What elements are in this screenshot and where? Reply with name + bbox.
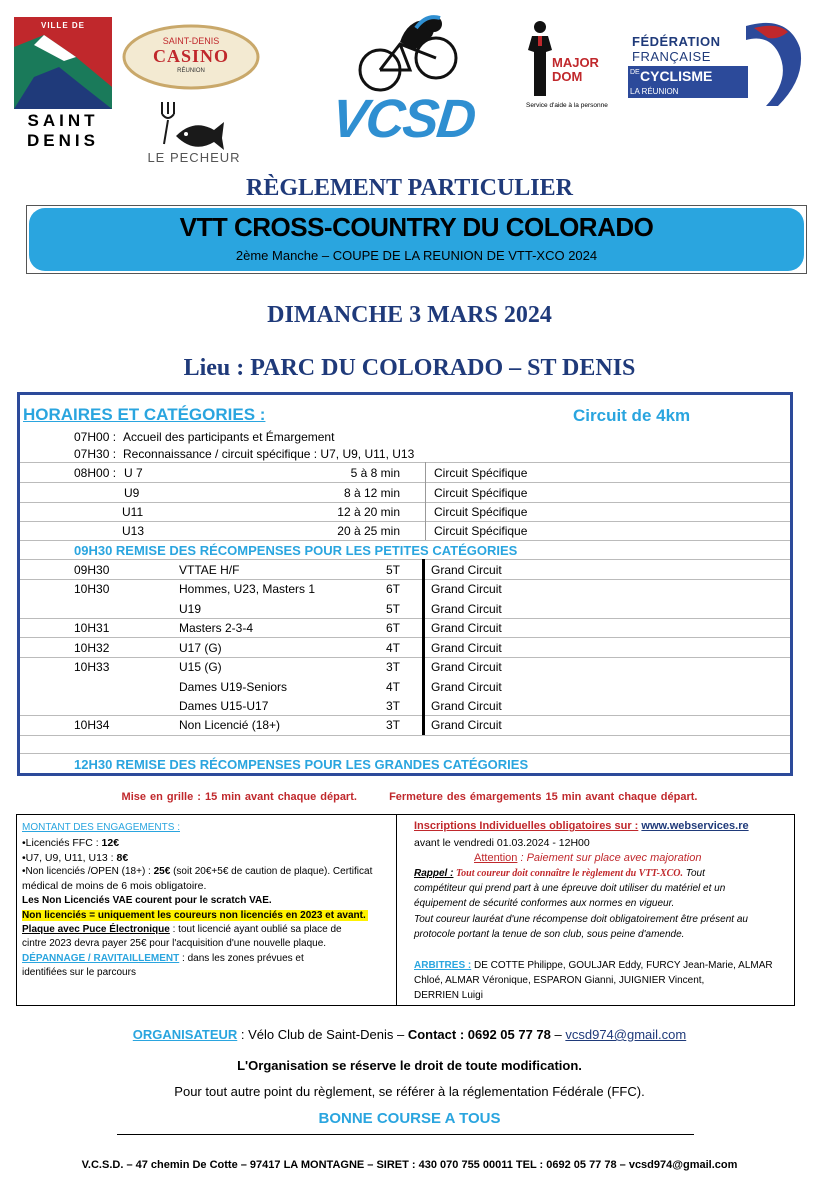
youth-category: U11 bbox=[122, 505, 144, 519]
organizer-email-link[interactable]: vcsd974@gmail.com bbox=[565, 1027, 687, 1042]
info-divider bbox=[396, 815, 397, 1005]
fees-heading: MONTANT DES ENGAGEMENTS : bbox=[22, 822, 180, 833]
race-time: 10H30 bbox=[74, 582, 110, 596]
rappel-para-1: compétiteur qui prend part à une épreuve doit utiliser du matériel et un bbox=[414, 883, 726, 894]
vcsd-logo bbox=[328, 10, 478, 160]
pecheur-text: LE PECHEUR bbox=[147, 150, 241, 165]
info-box bbox=[16, 814, 795, 1006]
ffc-band bbox=[628, 66, 748, 98]
chip-plate-note: Plaque avec Puce Électronique : tout licencié ayant oublié sa place de bbox=[22, 924, 342, 935]
race-circuit: Grand Circuit bbox=[431, 563, 502, 577]
race-laps: 3T bbox=[385, 699, 400, 713]
rappel-para-4: protocole portant la tenue de son club, sous peine d'amende. bbox=[414, 929, 685, 940]
event-name: VTT CROSS-COUNTRY DU COLORADO bbox=[179, 212, 654, 242]
youth-circuit: Circuit Spécifique bbox=[434, 466, 528, 480]
ffc-text-federation: FÉDÉRATION bbox=[632, 34, 721, 49]
intro-time: 07H30 : bbox=[74, 447, 117, 461]
race-laps: 3T bbox=[385, 660, 400, 674]
federal-rules-note: Pour tout autre point du règlement, se référer à la réglementation Fédérale (FFC). bbox=[174, 1084, 645, 1099]
race-category: Dames U19-Seniors bbox=[179, 680, 288, 694]
good-race-wish: BONNE COURSE A TOUS bbox=[318, 1110, 501, 1127]
reserve-rights: L'Organisation se réserve le droit de toute modification. bbox=[237, 1058, 582, 1073]
intro-time: 07H00 : bbox=[74, 430, 117, 444]
referees-line-3: DERRIEN Luigi bbox=[414, 990, 483, 1001]
major-text-1: MAJOR bbox=[552, 55, 599, 70]
race-time: 10H33 bbox=[74, 660, 110, 674]
fee-licensed: •Licenciés FFC : 12€ bbox=[22, 837, 120, 849]
race-circuit: Grand Circuit bbox=[431, 699, 502, 713]
row-divider bbox=[20, 579, 790, 580]
referees-line-2: Chloé, ALMAR Véronique, ESPARON Gianni, JUIGNIER Vincent, bbox=[414, 975, 705, 986]
race-time: 09H30 bbox=[74, 563, 110, 577]
le-pecheur-logo bbox=[132, 100, 256, 168]
closing-note: Fermeture des émargements 15 min avant chaque départ. bbox=[389, 791, 698, 803]
repair-note-2: identifiées sur le parcours bbox=[22, 967, 136, 978]
rappel-line: Rappel : Tout coureur doit connaître le règlement du VTT-XCO. Tout bbox=[414, 868, 705, 879]
race-category: Dames U15-U17 bbox=[179, 699, 269, 713]
race-circuit: Grand Circuit bbox=[431, 602, 502, 616]
logo-text-denis: DENIS bbox=[27, 131, 99, 150]
major-dom-logo bbox=[526, 16, 620, 116]
vae-note: Les Non Licenciés VAE courent pour le scratch VAE. bbox=[22, 895, 272, 906]
saint-denis-logo bbox=[14, 17, 112, 151]
race-category: U19 bbox=[179, 602, 202, 616]
repair-note: DÉPANNAGE / RAVITAILLEMENT : dans les zones prévues et bbox=[22, 953, 304, 964]
youth-category: U9 bbox=[124, 486, 140, 500]
race-category: Non Licencié (18+) bbox=[179, 718, 281, 732]
race-time: 10H34 bbox=[74, 718, 110, 732]
race-category: U15 (G) bbox=[179, 660, 222, 674]
schedule-heading: HORAIRES ET CATÉGORIES : bbox=[23, 405, 266, 424]
intro-text: Accueil des participants et Émargement bbox=[123, 430, 335, 444]
grid-note: Mise en grille : 15 min avant chaque départ. bbox=[121, 791, 357, 803]
referees-line: ARBITRES : DE COTTE Philippe, GOULJAR Eddy, FURCY Jean-Marie, ALMAR bbox=[414, 960, 773, 971]
row-divider bbox=[20, 559, 790, 560]
footer-rule bbox=[117, 1134, 694, 1135]
race-category: Masters 2-3-4 bbox=[179, 621, 254, 635]
race-laps: 5T bbox=[385, 602, 400, 616]
major-text-2: DOM bbox=[552, 69, 583, 84]
club-address: V.C.S.D. – 47 chemin De Cotte – 97417 LA MONTAGNE – SIRET : 430 070 755 00011 TEL : 0692 05 77 78 – vcsd974@gmail.com bbox=[81, 1159, 738, 1171]
schedule-table bbox=[17, 392, 793, 776]
casino-text-region: RÉUNION bbox=[177, 68, 205, 74]
registration-line: Inscriptions Individuelles obligatoires sur : www.webservices.re bbox=[414, 820, 749, 832]
unlicensed-definition: Non licenciés = uniquement les coureurs non licenciés en 2023 et avant. bbox=[22, 910, 366, 921]
race-time: 10H32 bbox=[74, 641, 110, 655]
row-divider bbox=[20, 715, 790, 716]
race-laps: 4T bbox=[385, 680, 400, 694]
awards-big-categories: 12H30 REMISE DES RÉCOMPENSES POUR LES GRANDES CATÉGORIES bbox=[74, 757, 529, 772]
row-divider bbox=[20, 735, 790, 736]
ffc-text-region: LA RÉUNION bbox=[630, 87, 679, 96]
race-laps: 5T bbox=[385, 563, 400, 577]
event-location: Lieu : PARC DU COLORADO – ST DENIS bbox=[183, 355, 636, 381]
row-divider bbox=[20, 657, 790, 658]
race-laps: 6T bbox=[385, 582, 400, 596]
attention-note: Attention : Paiement sur place avec majoration bbox=[474, 852, 702, 864]
youth-circuit: Circuit Spécifique bbox=[434, 486, 528, 500]
youth-category: U 7 bbox=[124, 466, 143, 480]
logo-text-ville-de: VILLE DE bbox=[40, 21, 85, 30]
race-category: U17 (G) bbox=[179, 641, 222, 655]
fee-certificate: médical de moins de 6 mois obligatoire. bbox=[22, 880, 207, 892]
document-title: RÈGLEMENT PARTICULIER bbox=[246, 175, 573, 201]
registration-link[interactable]: www.webservices.re bbox=[641, 820, 749, 832]
youth-circuit: Circuit Spécifique bbox=[434, 524, 528, 538]
race-laps: 3T bbox=[385, 718, 400, 732]
youth-duration: 12 à 20 min bbox=[337, 505, 400, 519]
youth-duration: 20 à 25 min bbox=[337, 524, 400, 538]
chip-plate-note-2: cintre 2023 devra payer 25€ pour l'acquisition d'une nouvelle plaque. bbox=[22, 938, 327, 949]
organizer-line: ORGANISATEUR : Vélo Club de Saint-Denis – Contact : 0692 05 77 78 – vcsd974@gmail.com bbox=[132, 1027, 687, 1042]
youth-duration: 5 à 8 min bbox=[350, 466, 400, 480]
event-date: DIMANCHE 3 MARS 2024 bbox=[267, 302, 552, 328]
logo-text-saint: SAINT bbox=[27, 111, 99, 130]
race-category: Hommes, U23, Masters 1 bbox=[179, 582, 316, 596]
fee-youth: •U7, U9, U11, U13 : 8€ bbox=[22, 852, 129, 864]
casino-logo bbox=[122, 24, 260, 90]
race-circuit: Grand Circuit bbox=[431, 718, 502, 732]
row-divider bbox=[20, 502, 790, 503]
row-divider bbox=[20, 637, 790, 638]
ffc-logo bbox=[628, 18, 806, 108]
circuit-length: Circuit de 4km bbox=[573, 406, 691, 425]
sponsor-logos bbox=[0, 0, 819, 172]
race-circuit: Grand Circuit bbox=[431, 582, 502, 596]
awards-small-categories: 09H30 REMISE DES RÉCOMPENSES POUR LES PETITES CATÉGORIES bbox=[74, 543, 518, 558]
row-divider bbox=[20, 753, 790, 754]
row-divider bbox=[20, 482, 790, 483]
race-circuit: Grand Circuit bbox=[431, 641, 502, 655]
ffc-text-cyclisme: CYCLISME bbox=[640, 68, 713, 84]
column-divider-bold bbox=[422, 559, 425, 735]
major-tagline: Service d'aide à la personne bbox=[526, 102, 608, 109]
youth-category: U13 bbox=[122, 524, 145, 538]
event-subtitle: 2ème Manche – COUPE DE LA REUNION DE VTT-XCO 2024 bbox=[235, 248, 598, 263]
registration-deadline: avant le vendredi 01.03.2024 - 12H00 bbox=[414, 837, 590, 849]
youth-duration: 8 à 12 min bbox=[343, 486, 400, 500]
column-divider bbox=[425, 462, 426, 540]
race-circuit: Grand Circuit bbox=[431, 621, 502, 635]
rappel-para-2: équipement de sécurité conformes aux normes en vigueur. bbox=[414, 898, 675, 909]
vcsd-text: VCSD bbox=[328, 89, 478, 149]
youth-time: 08H00 : bbox=[74, 466, 117, 480]
race-laps: 6T bbox=[385, 621, 400, 635]
intro-text: Reconnaissance / circuit spécifique : U7, U9, U11, U13 bbox=[123, 447, 415, 461]
rappel-para-3: Tout coureur lauréat d'une récompense doit obligatoirement être présent au bbox=[414, 914, 748, 925]
race-circuit: Grand Circuit bbox=[431, 680, 502, 694]
youth-circuit: Circuit Spécifique bbox=[434, 505, 528, 519]
event-banner bbox=[29, 208, 804, 271]
race-laps: 4T bbox=[385, 641, 400, 655]
start-notes bbox=[0, 791, 819, 803]
casino-text-city: SAINT-DENIS bbox=[162, 36, 220, 46]
row-divider bbox=[20, 462, 790, 463]
race-time: 10H31 bbox=[74, 621, 110, 635]
fee-unlicensed: •Non licenciés /OPEN (18+) : 25€ (soit 20€+5€ de caution de plaque). Certificat bbox=[22, 866, 373, 877]
race-category: VTTAE H/F bbox=[179, 563, 240, 577]
race-circuit: Grand Circuit bbox=[431, 660, 502, 674]
ffc-text-de: DE bbox=[630, 69, 640, 76]
row-divider bbox=[20, 618, 790, 619]
casino-text-name: CASINO bbox=[152, 46, 229, 66]
row-divider bbox=[20, 540, 790, 541]
row-divider bbox=[20, 521, 790, 522]
ffc-text-francaise: FRANÇAISE bbox=[632, 49, 711, 64]
